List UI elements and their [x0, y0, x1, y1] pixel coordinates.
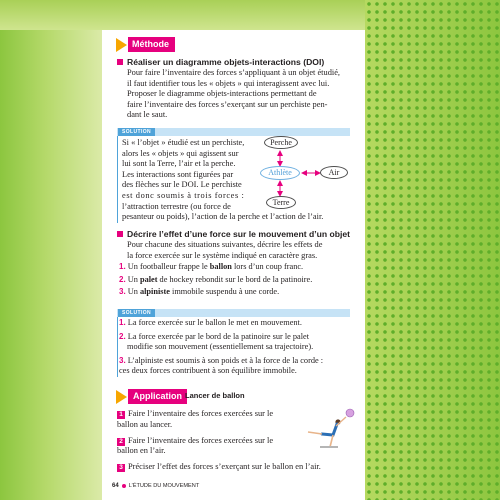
section1-title: Réaliser un diagramme objets-interactions (DOI)	[127, 57, 325, 67]
solution-tag: SOLUTION	[118, 309, 155, 317]
section2-text	[127, 240, 367, 261]
square-bullet-icon	[117, 59, 123, 65]
left-green-band	[0, 0, 102, 500]
application-tag-label: Application	[128, 389, 187, 404]
tag-arrow-icon	[116, 390, 127, 404]
application-list	[117, 409, 321, 473]
solution-tag: SOLUTION	[118, 128, 155, 136]
section1-text	[127, 68, 367, 121]
text-line: il faut identifier tous les « objets » qui interagissent avec lui.	[127, 78, 330, 88]
text-line: Les interactions sont figurées par	[122, 169, 234, 179]
section2-title: Décrire l’effet d’une force sur le mouvement d’un objet	[127, 229, 351, 239]
text-line: pesanteur ou poids), l’action de la perche et l’action de l’air.	[122, 212, 324, 222]
text-line: est donc soumis à trois forces :	[122, 190, 245, 200]
methode-tag-label: Méthode	[128, 37, 175, 52]
gymnast-body	[322, 424, 337, 435]
gymnast-raised-leg	[308, 432, 322, 434]
text-line: Pour chacune des situations suivantes, décrire les effets de	[127, 240, 323, 249]
page-number: 64	[112, 483, 119, 489]
page-footer	[112, 483, 199, 489]
list-item: 2. Un palet de hockey rebondit sur le bord de la patinoire.	[119, 274, 313, 284]
section2-list	[119, 262, 369, 298]
text-line: lui sont la Terre, l’air et la perche.	[122, 159, 236, 169]
tag-arrow-icon	[116, 38, 127, 52]
application-item: 2 Faire l’inventaire des forces exercées sur le ballon en l’air.	[117, 435, 274, 456]
text-line: des flèches sur le DOI. Le perchiste	[122, 180, 242, 190]
section2-heading	[117, 229, 350, 239]
ball-icon	[346, 409, 354, 417]
text-line: Pour faire l’inventaire des forces s’appliquant à un objet étudié,	[127, 68, 341, 77]
text-line: la force exercée sur le système indiqué en caractère gras.	[127, 250, 318, 260]
diagram-node-athlete: Athlète	[260, 166, 300, 180]
text-line: Proposer le diagramme objets-interactions permettant de	[127, 89, 317, 99]
text-line: dant le saut.	[127, 110, 168, 120]
application-tag	[116, 389, 187, 404]
list-item: 3. Un alpiniste immobile suspendu à une corde.	[119, 287, 280, 297]
diagram-node-terre: Terre	[266, 196, 296, 209]
list-item: 1. Un footballeur frappe le ballon lors d’un coup franc.	[119, 262, 304, 271]
methode-tag	[116, 37, 175, 52]
text-line: l’attraction terrestre (ou force de	[122, 201, 231, 211]
text-line: alors les « objets » qui agissent sur	[122, 148, 239, 158]
section1-heading	[117, 57, 324, 67]
solution-item: 1. La force exercée sur le ballon le met en mouvement.	[119, 318, 302, 327]
solution2-list	[119, 318, 369, 377]
text-line: faire l’inventaire des forces s’exerçant sur un perchiste pen-	[127, 99, 328, 109]
gymnast-ball-illustration	[300, 408, 360, 450]
chapter-title: L’ÉTUDE DU MOUVEMENT	[128, 483, 200, 489]
solution-border	[117, 136, 118, 223]
solution-item: 2. La force exercée par le bord de la patinoire sur le palet modifie son mouvement (essentiellement sa trajectoire).	[119, 331, 314, 352]
right-dotted-green-band	[365, 0, 500, 500]
solution-item: 3. L’alpiniste est soumis à son poids et à la force de la corde : ces deux forces contribuent à son équilibre immobile.	[119, 355, 324, 376]
square-bullet-icon	[117, 231, 123, 237]
diagram-node-air: Air	[320, 166, 348, 179]
text-line: Si « l’objet » étudié est un perchiste,	[122, 138, 245, 147]
gymnast-leg	[330, 435, 333, 447]
solution-border	[117, 317, 118, 377]
diagram-node-perche: Perche	[264, 136, 298, 149]
application-title: Lancer de ballon	[185, 391, 245, 400]
application-item: 3 Préciser l’effet des forces s’exerçant sur le ballon en l’air.	[117, 462, 317, 473]
floor-line	[320, 446, 338, 448]
application-item: 1 Faire l’inventaire des forces exercées sur le ballon au lancer.	[117, 409, 274, 429]
footer-dot-icon	[122, 484, 126, 488]
